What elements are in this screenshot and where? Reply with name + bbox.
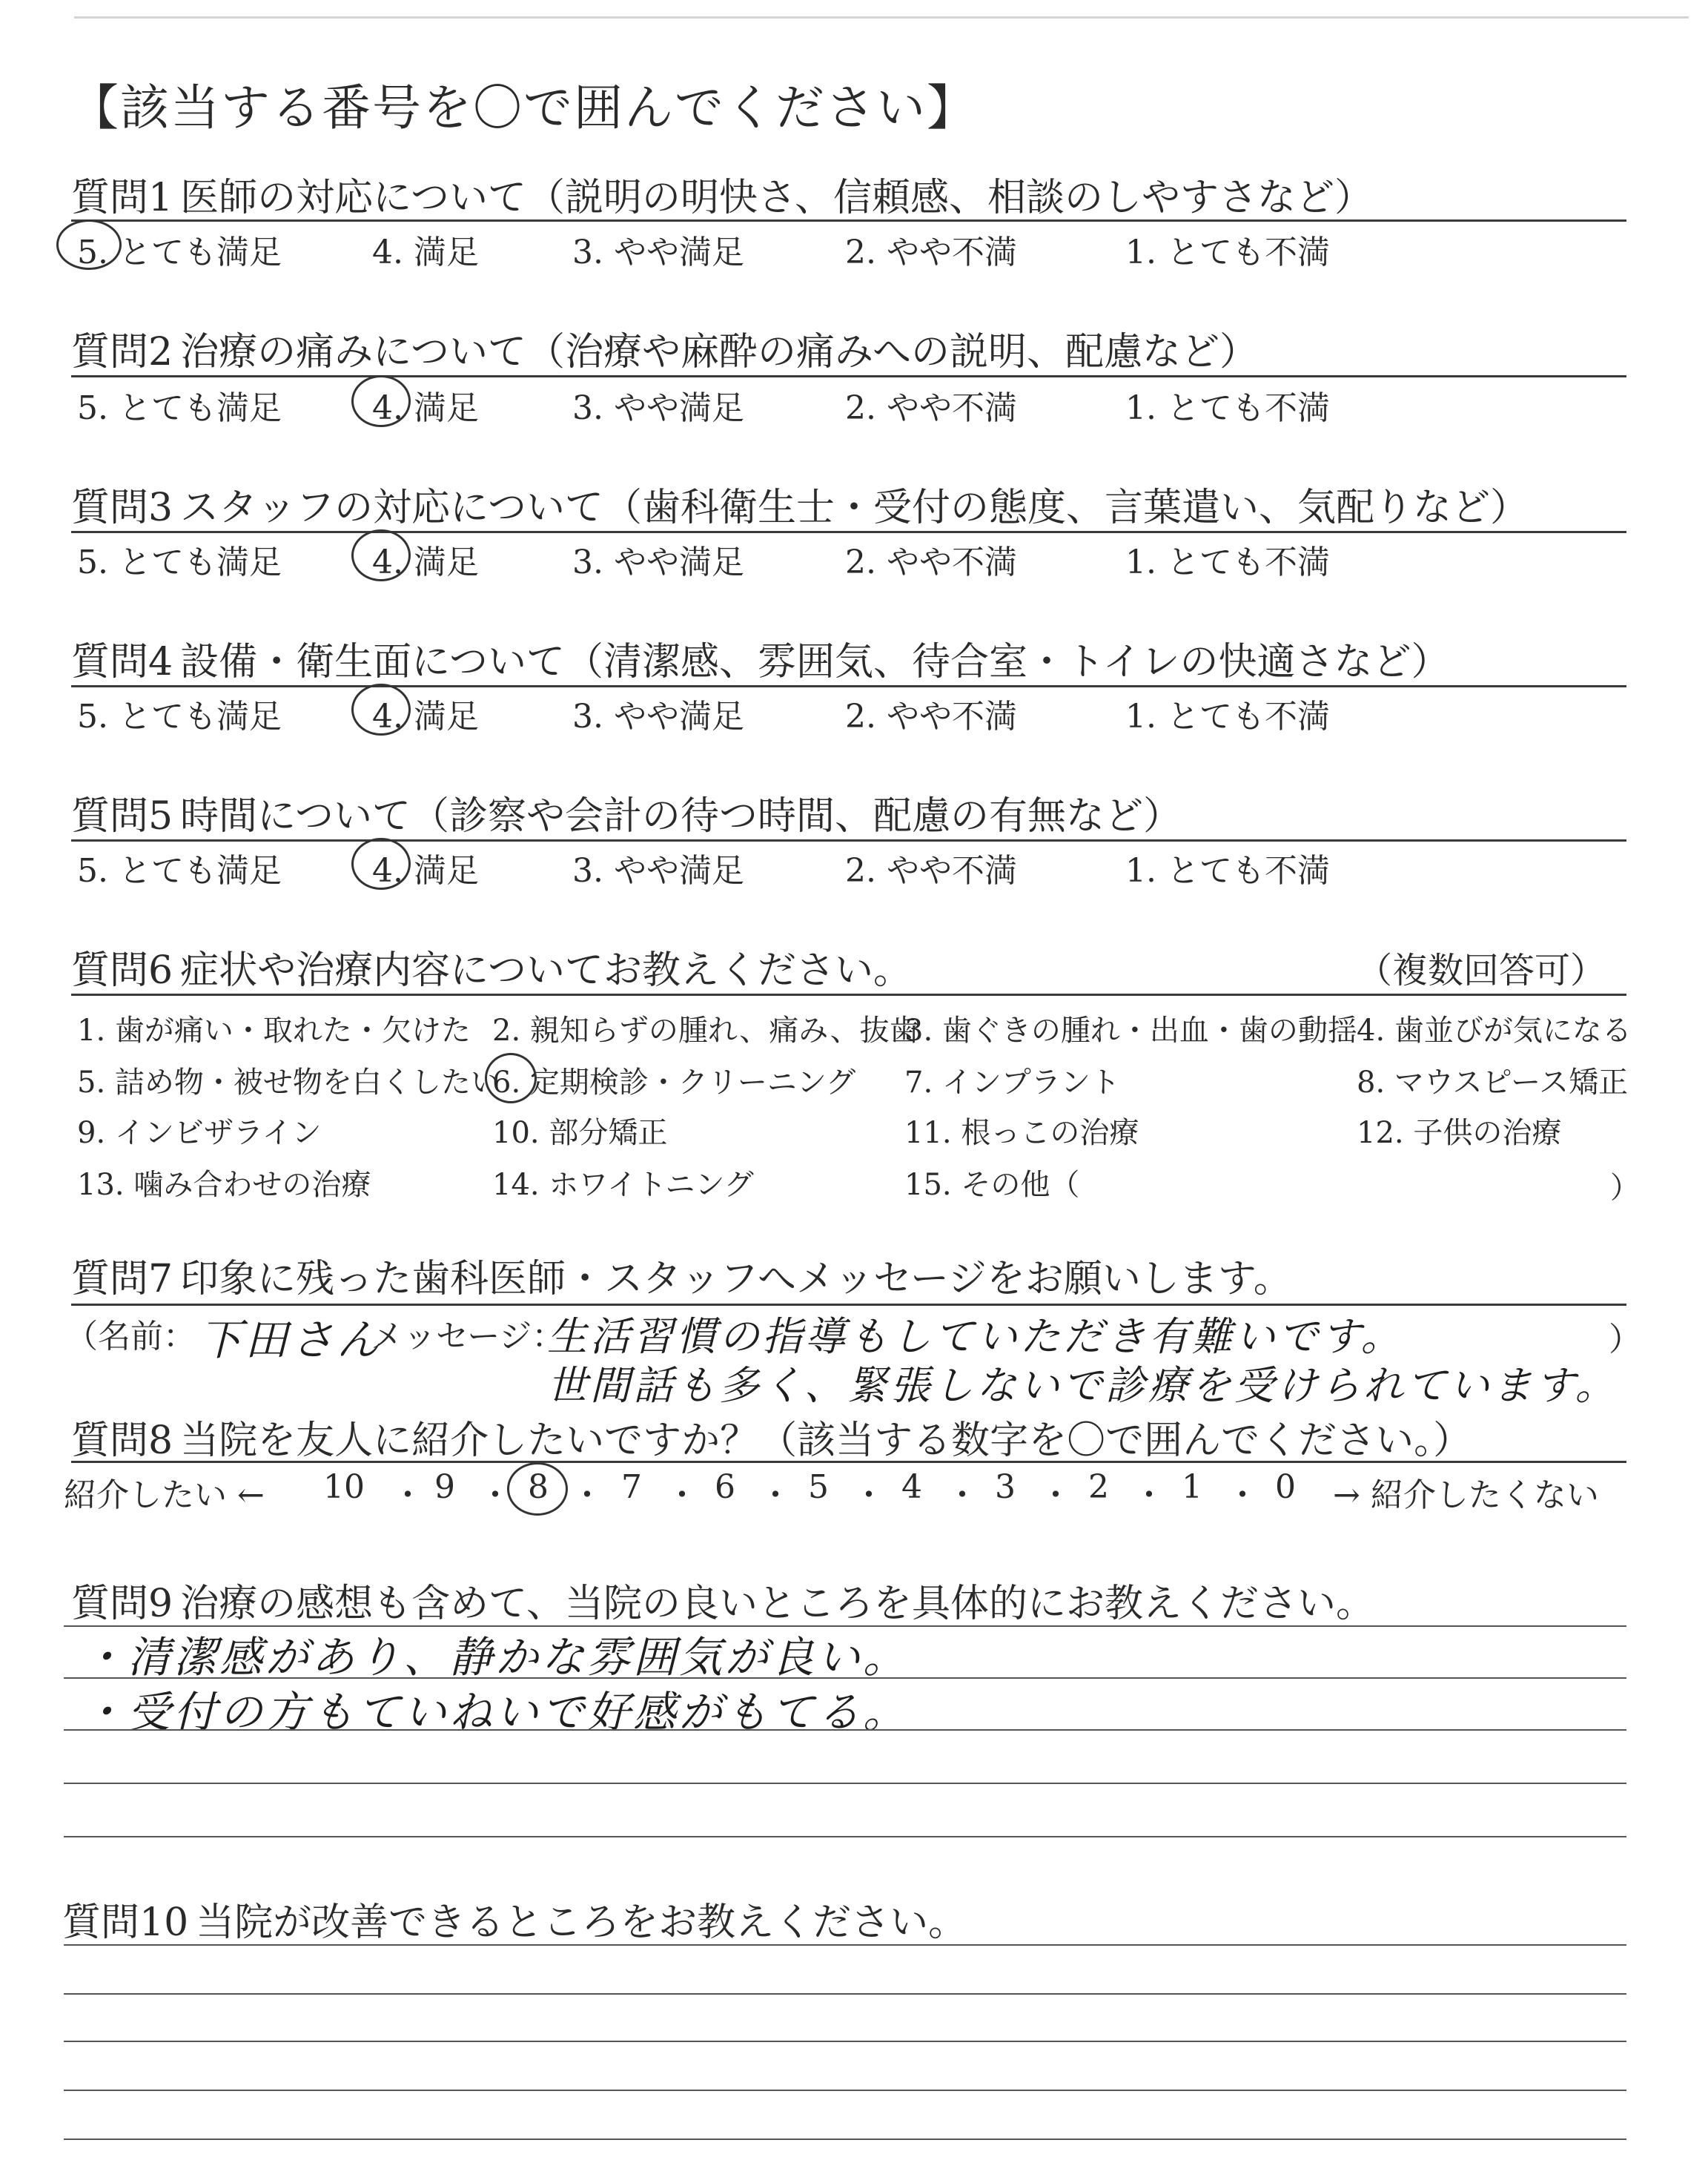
- selection-circle: [351, 684, 411, 736]
- scale-10[interactable]: 10: [323, 1468, 365, 1506]
- scale-separator: ・: [946, 1476, 979, 1514]
- answer-line-2[interactable]: ・受付の方もていねいで好感がもてる。: [82, 1687, 910, 1737]
- option-3[interactable]: 3. やや満足: [572, 234, 744, 271]
- divider: [71, 1461, 1626, 1463]
- page-top-edge: [74, 16, 1689, 19]
- selection-circle: [351, 838, 411, 890]
- question-number: 質問9: [71, 1582, 173, 1626]
- scale-0[interactable]: 0: [1275, 1468, 1296, 1506]
- question-text: スタッフの対応について（歯科衛生士・受付の態度、言葉遣い、気配りなど）: [180, 486, 1529, 530]
- question-number: 質問2: [71, 330, 173, 374]
- scale-5[interactable]: 5: [808, 1468, 829, 1506]
- scale-3[interactable]: 3: [995, 1468, 1016, 1506]
- answer-line[interactable]: [64, 2090, 1626, 2091]
- divider: [71, 219, 1626, 222]
- answer-line[interactable]: [64, 2138, 1626, 2140]
- option-5[interactable]: 5. とても満足: [77, 852, 282, 890]
- answer-line[interactable]: [64, 1993, 1626, 1995]
- option-1[interactable]: 1. とても不満: [1125, 544, 1330, 581]
- question-number: 質問4: [71, 640, 173, 684]
- scale-separator: ・: [391, 1476, 424, 1514]
- answer-line[interactable]: [64, 2041, 1626, 2042]
- answer-line: [64, 1729, 1626, 1731]
- question-number: 質問1: [71, 176, 173, 220]
- answer-line: [64, 1783, 1626, 1784]
- option-3[interactable]: 3. やや満足: [572, 852, 744, 890]
- recommend-right-label: → 紹介したくない: [1333, 1476, 1599, 1514]
- answer-line-1[interactable]: ・清潔感があり、静かな雰囲気が良い。: [82, 1632, 910, 1682]
- divider: [71, 531, 1626, 533]
- scale-4[interactable]: 4: [901, 1468, 922, 1506]
- scale-separator: ・: [479, 1476, 512, 1514]
- symptom-option[interactable]: 2. 親知らずの腫れ、痛み、抜歯: [492, 1014, 919, 1048]
- scale-separator: ・: [1039, 1476, 1072, 1514]
- symptom-option[interactable]: 15. その他（: [904, 1168, 1080, 1202]
- question-text: 当院を友人に紹介したいですか？（該当する数字を〇で囲んでください。）: [180, 1418, 1472, 1463]
- question-text: 治療の感想も含めて、当院の良いところを具体的にお教えください。: [180, 1582, 1375, 1626]
- question-text: 医師の対応について（説明の明快さ、信頼感、相談のしやすさなど）: [180, 176, 1373, 220]
- page-title: 【該当する番号を〇で囲んでください】: [70, 79, 977, 136]
- option-3[interactable]: 3. やや満足: [572, 389, 744, 427]
- symptom-option[interactable]: 9. インビザライン: [77, 1116, 322, 1150]
- scale-separator: ・: [853, 1476, 885, 1514]
- option-1[interactable]: 1. とても不満: [1125, 852, 1330, 890]
- scale-7[interactable]: 7: [621, 1468, 642, 1506]
- name-label: （名前：: [65, 1318, 196, 1355]
- option-5[interactable]: 5. とても満足: [77, 389, 282, 427]
- scale-6[interactable]: 6: [715, 1468, 735, 1506]
- symptom-option[interactable]: 4. 歯並びが気になる: [1357, 1014, 1632, 1048]
- option-3[interactable]: 3. やや満足: [572, 544, 744, 581]
- question-number: 質問3: [71, 486, 173, 530]
- divider: [71, 994, 1626, 996]
- option-2[interactable]: 2. やや不満: [845, 544, 1017, 581]
- option-5[interactable]: 5. とても満足: [77, 698, 282, 736]
- question-number: 質問5: [71, 794, 173, 839]
- divider: [71, 839, 1626, 842]
- scale-separator: ・: [759, 1476, 792, 1514]
- symptom-option[interactable]: 6. 定期検診・クリーニング: [492, 1066, 856, 1100]
- scale-separator: ・: [666, 1476, 698, 1514]
- question-number: 質問8: [71, 1418, 173, 1463]
- question-number: 質問7: [71, 1257, 173, 1301]
- option-4[interactable]: 4. 満足: [372, 234, 479, 271]
- symptom-option[interactable]: 12. 子供の治療: [1357, 1116, 1562, 1150]
- selection-circle: [56, 219, 122, 270]
- option-4[interactable]: 4. 満足: [372, 389, 479, 427]
- scale-separator: ・: [1133, 1476, 1165, 1514]
- question-number: 質問6: [71, 948, 173, 993]
- selection-circle: [351, 375, 411, 427]
- symptom-option[interactable]: 13. 噛み合わせの治療: [77, 1168, 371, 1202]
- scale-separator: ・: [1226, 1476, 1259, 1514]
- option-1[interactable]: 1. とても不満: [1125, 234, 1330, 271]
- question-text: 当院が改善できるところをお教えください。: [196, 1900, 967, 1945]
- multiple-answer-note: （複数回答可）: [1357, 950, 1606, 991]
- symptom-option[interactable]: 7. インプラント: [904, 1066, 1120, 1100]
- option-5[interactable]: 5. とても満足: [77, 234, 282, 271]
- option-3[interactable]: 3. やや満足: [572, 698, 744, 736]
- symptom-option[interactable]: 14. ホワイトニング: [492, 1168, 754, 1202]
- recommend-left-label: 紹介したい ←: [64, 1476, 265, 1514]
- selection-circle: [507, 1462, 568, 1516]
- symptom-option[interactable]: 1. 歯が痛い・取れた・欠けた: [77, 1014, 471, 1048]
- question-number: 質問10: [62, 1900, 189, 1945]
- divider: [71, 685, 1626, 687]
- selection-circle: [485, 1053, 537, 1103]
- scale-separator: ・: [571, 1476, 603, 1514]
- symptom-option[interactable]: 10. 部分矯正: [492, 1116, 668, 1150]
- message-line-2[interactable]: 世間話も多く、緊張しないで診療を受けられています。: [547, 1362, 1618, 1409]
- symptom-option[interactable]: 3. 歯ぐきの腫れ・出血・歯の動揺: [904, 1014, 1357, 1048]
- other-close-paren: ）: [1610, 1171, 1640, 1205]
- scale-8[interactable]: 8: [528, 1468, 549, 1506]
- divider: [71, 375, 1626, 377]
- option-4[interactable]: 4. 満足: [372, 544, 479, 581]
- question-text: 印象に残った歯科医師・スタッフへメッセージをお願いします。: [180, 1257, 1292, 1301]
- selection-circle: [351, 529, 411, 581]
- message-label: メッセージ：: [371, 1318, 565, 1355]
- option-2[interactable]: 2. やや不満: [845, 389, 1017, 427]
- option-2[interactable]: 2. やや不満: [845, 234, 1017, 271]
- option-4[interactable]: 4. 満足: [372, 852, 479, 890]
- option-4[interactable]: 4. 満足: [372, 698, 479, 736]
- option-2[interactable]: 2. やや不満: [845, 852, 1017, 890]
- answer-line: [64, 1836, 1626, 1837]
- symptom-option[interactable]: 5. 詰め物・被せ物を白くしたい: [77, 1066, 500, 1100]
- question-text: 設備・衛生面について（清潔感、雰囲気、待合室・トイレの快適さなど）: [180, 640, 1450, 684]
- message-line-1[interactable]: 生活習慣の指導もしていただき有難いです。: [547, 1313, 1404, 1360]
- name-value[interactable]: 下田さん: [199, 1315, 383, 1365]
- symptom-option[interactable]: 8. マウスピース矯正: [1357, 1066, 1629, 1100]
- question-text: 症状や治療内容についてお教えください。: [180, 948, 913, 993]
- option-2[interactable]: 2. やや不満: [845, 698, 1017, 736]
- scale-2[interactable]: 2: [1088, 1468, 1109, 1506]
- question-text: 治療の痛みについて（治療や麻酔の痛みへの説明、配慮など）: [180, 330, 1259, 374]
- question-text: 時間について（診察や会計の待つ時間、配慮の有無など）: [180, 794, 1182, 839]
- option-1[interactable]: 1. とても不満: [1125, 698, 1330, 736]
- option-5[interactable]: 5. とても満足: [77, 544, 282, 581]
- option-1[interactable]: 1. とても不満: [1125, 389, 1330, 427]
- symptom-option[interactable]: 11. 根っこの治療: [904, 1116, 1139, 1150]
- scale-1[interactable]: 1: [1182, 1468, 1202, 1506]
- message-close-paren: ）: [1609, 1321, 1641, 1358]
- scale-9[interactable]: 9: [434, 1468, 455, 1506]
- answer-line[interactable]: [64, 1944, 1626, 1946]
